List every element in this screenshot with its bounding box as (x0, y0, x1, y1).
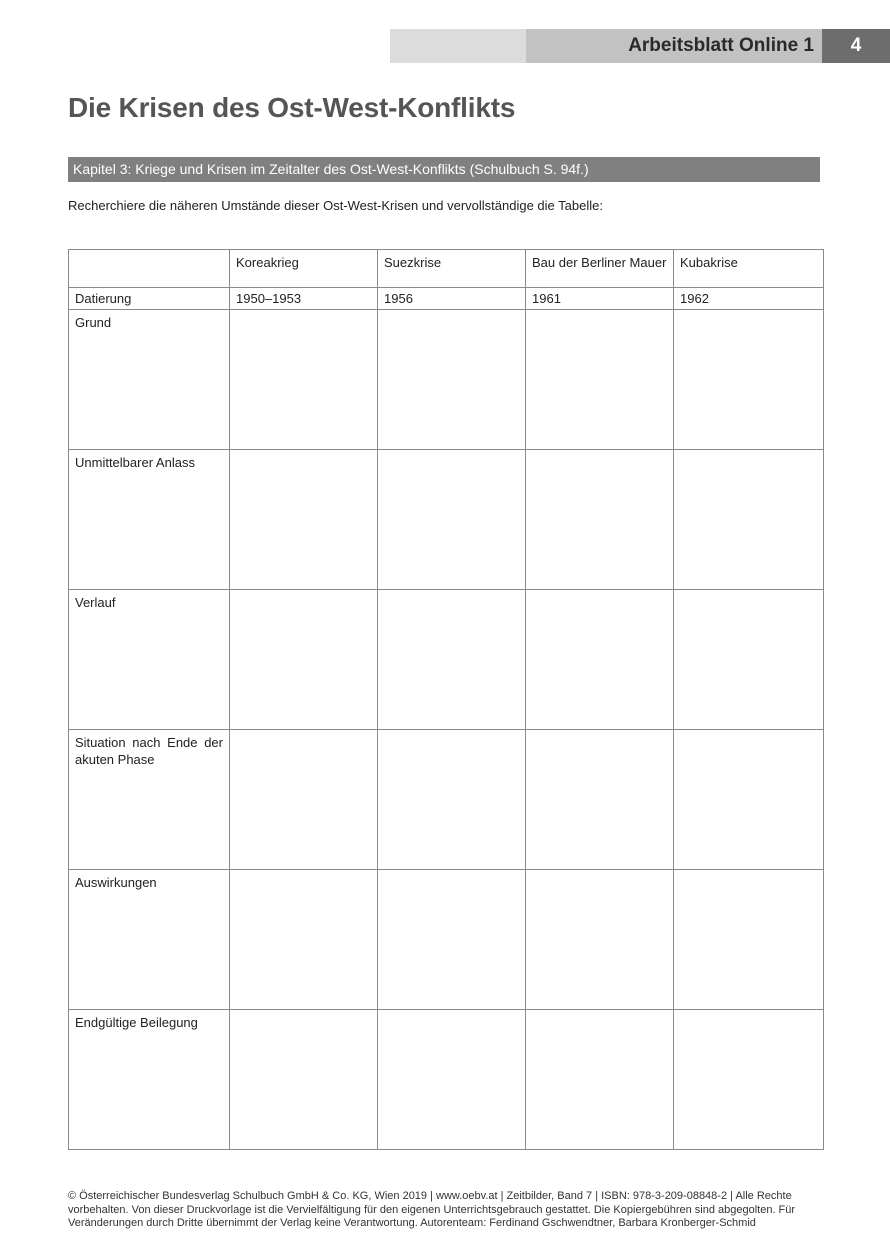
answer-cell[interactable] (230, 450, 378, 590)
header-cell-koreakrieg: Koreakrieg (230, 250, 378, 288)
answer-cell[interactable] (378, 1010, 526, 1150)
date-cell: 1950–1953 (230, 288, 378, 310)
answer-cell[interactable] (378, 450, 526, 590)
answer-cell[interactable] (378, 870, 526, 1010)
row-label: Auswirkungen (69, 870, 230, 1010)
answer-cell[interactable] (230, 310, 378, 450)
table-row (69, 870, 824, 1010)
chapter-bar: Kapitel 3: Kriege und Krisen im Zeitalter des Ost-West-Konflikts (Schulbuch S. 94f.) (68, 157, 820, 182)
row-label: Unmittelbarer Anlass (69, 450, 230, 590)
answer-cell[interactable] (230, 590, 378, 730)
crisis-table (68, 249, 824, 1150)
answer-cell[interactable] (674, 450, 824, 590)
answer-cell[interactable] (526, 1010, 674, 1150)
row-label: Verlauf (69, 590, 230, 730)
header-cell-suezkrise: Suezkrise (378, 250, 526, 288)
table-row (69, 730, 824, 870)
page-number: 4 (822, 29, 890, 63)
answer-cell[interactable] (526, 870, 674, 1010)
answer-cell[interactable] (526, 590, 674, 730)
answer-cell[interactable] (230, 1010, 378, 1150)
row-label: Grund (69, 310, 230, 450)
answer-cell[interactable] (526, 450, 674, 590)
table-row (69, 590, 824, 730)
header-bar-light (390, 29, 526, 63)
answer-cell[interactable] (674, 590, 824, 730)
row-label: Situation nach Ende der akuten Phase (69, 730, 230, 870)
answer-cell[interactable] (526, 310, 674, 450)
table-row (69, 1010, 824, 1150)
footer-line: Veränderungen durch Dritte übernimmt der Verlag keine Verantwortung. Autorenteam: Ferdinand Gschwendtner, Barbara Kronberger-Schmid (68, 1217, 756, 1229)
answer-cell[interactable] (378, 730, 526, 870)
answer-cell[interactable] (674, 870, 824, 1010)
table-header-row (69, 250, 824, 288)
header-cell-berliner-mauer: Bau der Berliner Mauer (526, 250, 674, 288)
table-row (69, 450, 824, 590)
date-cell: 1956 (378, 288, 526, 310)
worksheet-label: Arbeitsblatt Online 1 (628, 35, 814, 56)
answer-cell[interactable] (526, 730, 674, 870)
answer-cell[interactable] (230, 870, 378, 1010)
answer-cell[interactable] (674, 1010, 824, 1150)
answer-cell[interactable] (674, 730, 824, 870)
footer-line: vorbehalten. Von dieser Druckvorlage ist die Vervielfältigung für den eigenen Unterrichtsgebrauch gestattet. Die Kopiergebühren sind abgegolten. Für (68, 1203, 796, 1216)
table-row-datierung (69, 288, 824, 310)
header-cell-empty (69, 250, 230, 288)
page-title: Die Krisen des Ost-West-Konflikts (68, 92, 516, 123)
header-cell-kubakrise: Kubakrise (674, 250, 824, 288)
date-cell: 1961 (526, 288, 674, 310)
row-label: Endgültige Beilegung (69, 1010, 230, 1150)
row-label: Datierung (69, 288, 230, 310)
table-row (69, 310, 824, 450)
answer-cell[interactable] (674, 310, 824, 450)
instruction-text: Recherchiere die näheren Umstände dieser Ost-West-Krisen und vervollständige die Tabelle: (68, 198, 603, 213)
answer-cell[interactable] (378, 590, 526, 730)
copyright-footer (68, 1190, 823, 1231)
answer-cell[interactable] (378, 310, 526, 450)
footer-line: © Österreichischer Bundesverlag Schulbuch GmbH & Co. KG, Wien 2019 | www.oebv.at | Zeitbilder, Band 7 | ISBN: 978-3-209-08848-2 | Alle Rechte (68, 1190, 792, 1202)
date-cell: 1962 (674, 288, 824, 310)
answer-cell[interactable] (230, 730, 378, 870)
